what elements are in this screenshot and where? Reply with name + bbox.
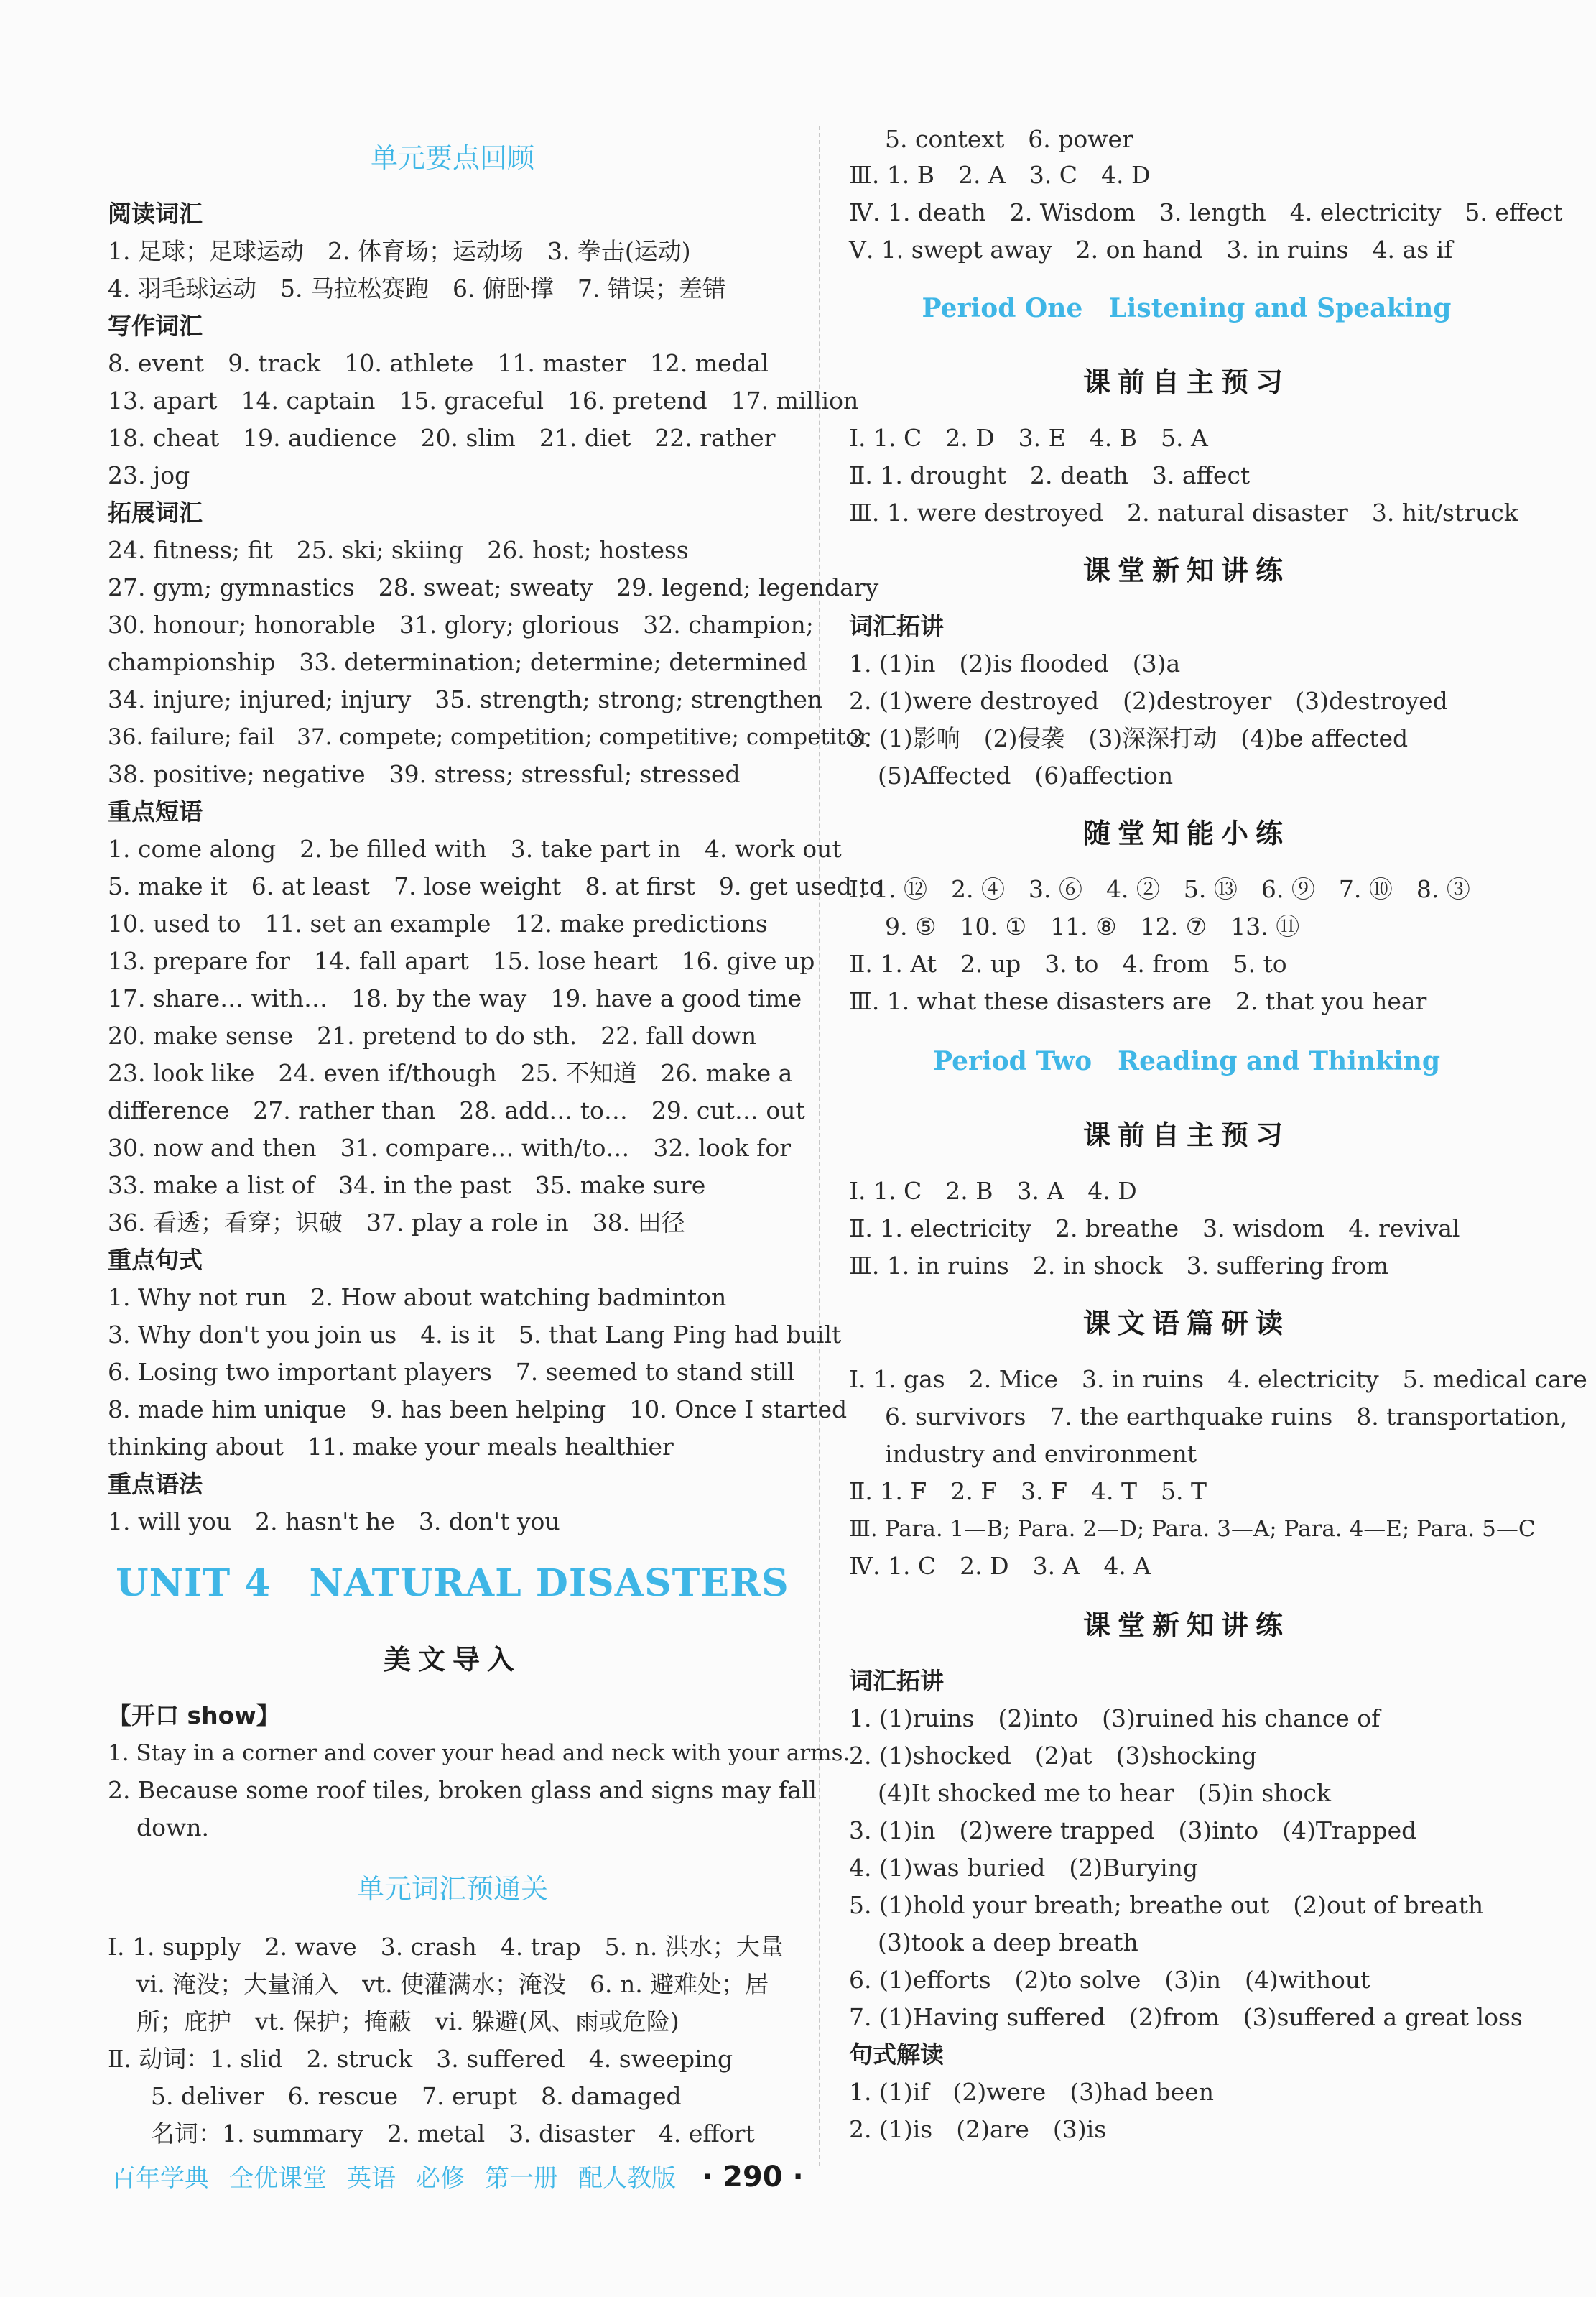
text-line: Ⅱ. 1. drought 2. death 3. affect xyxy=(849,461,1251,489)
text-line: 1. come along 2. be filled with 3. take part in 4. work out xyxy=(108,835,842,863)
text-line: 18. cheat 19. audience 20. slim 21. diet 22. rather xyxy=(108,424,776,452)
text-line: (5)Affected (6)affection xyxy=(878,762,1174,790)
text-line: 3. Why don't you join us 4. is it 5. that Lang Ping had built xyxy=(108,1321,842,1349)
text-line: thinking about 11. make your meals healthier xyxy=(108,1433,674,1461)
text-line: 1. 足球；足球运动 2. 体育场；运动场 3. 拳击(运动) xyxy=(108,237,691,265)
text-line: 5. make it 6. at least 7. lose weight 8. at first 9. get used to xyxy=(108,872,883,900)
text-line: 23. jog xyxy=(108,461,190,489)
text-line: 36. failure; fail 37. compete; competition; competitive; competitor xyxy=(108,724,870,750)
text-line: 1. Stay in a corner and cover your head and neck with your arms. xyxy=(108,1740,850,1766)
text-line: Ⅲ. Para. 1—B; Para. 2—D; Para. 3—A; Para. 4—E; Para. 5—C xyxy=(849,1516,1536,1542)
section-title-preview: 单元词汇预通关 xyxy=(356,1873,548,1905)
text-line: Ⅳ. 1. C 2. D 3. A 4. A xyxy=(849,1552,1151,1580)
text-line: 10. used to 11. set an example 12. make predictions xyxy=(108,910,768,938)
period-subtitle: Reading and Thinking xyxy=(1118,1046,1441,1076)
text-line: Ⅰ. 1. C 2. B 3. A 4. D xyxy=(849,1177,1137,1205)
heading-extended-vocab: 拓展词汇 xyxy=(108,499,203,527)
text-line: Ⅱ. 1. electricity 2. breathe 3. wisdom 4. revival xyxy=(849,1214,1460,1242)
heading-vocab-extension: 词汇拓讲 xyxy=(849,1667,944,1695)
text-line: 1. (1)in (2)is flooded (3)a xyxy=(849,650,1181,678)
text-line: Ⅰ. 1. C 2. D 3. E 4. B 5. A xyxy=(849,424,1208,452)
intro-title: 美文导入 xyxy=(383,1643,521,1676)
p1-class-title: 课堂新知讲练 xyxy=(1082,554,1290,586)
text-line: championship 33. determination; determine; determined xyxy=(108,648,808,676)
p1-practice-title: 随堂知能小练 xyxy=(1082,817,1290,849)
text-line: Ⅲ. 1. B 2. A 3. C 4. D xyxy=(849,161,1151,189)
footer-subject: 英语 xyxy=(347,2164,396,2193)
heading-key-sentences: 重点句式 xyxy=(108,1246,203,1274)
period-subtitle: Listening and Speaking xyxy=(1108,293,1452,323)
text-line: 2. (1)is (2)are (3)is xyxy=(849,2115,1107,2143)
page-footer xyxy=(111,2159,804,2196)
text-line: 6. survivors 7. the earthquake ruins 8. transportation, xyxy=(885,1402,1568,1431)
text-line: down. xyxy=(136,1813,209,1841)
period-label: Period One xyxy=(922,293,1083,323)
text-line: Ⅲ. 1. were destroyed 2. natural disaster 3. hit/struck xyxy=(849,499,1518,527)
text-line: Ⅰ. 1. ⑫ 2. ④ 3. ⑥ 4. ② 5. ⑬ 6. ⑨ 7. ⑩ 8. ③ xyxy=(849,875,1470,903)
text-line: (4)It shocked me to hear (5)in shock xyxy=(878,1779,1331,1807)
text-line: 7. (1)Having suffered (2)from (3)suffered a great loss xyxy=(849,2003,1523,2031)
text-line: Ⅱ. 1. F 2. F 3. F 4. T 5. T xyxy=(849,1477,1207,1505)
text-line: Ⅴ. 1. swept away 2. on hand 3. in ruins 4. as if xyxy=(849,236,1453,264)
text-line: 23. look like 24. even if/though 25. 不知道 26. make a xyxy=(108,1059,793,1087)
text-line: 34. injure; injured; injury 35. strength; strong; strengthen xyxy=(108,685,823,713)
page-number: · 290 · xyxy=(702,2160,804,2194)
text-line: Ⅰ. 1. gas 2. Mice 3. in ruins 4. electricity 5. medical care xyxy=(849,1365,1587,1393)
p2-preview-title: 课前自主预习 xyxy=(1082,1119,1290,1151)
page-number-value: 290 xyxy=(723,2160,783,2194)
text-line: 1. (1)ruins (2)into (3)ruined his chance of xyxy=(849,1704,1381,1732)
text-line: Ⅱ. 动词：1. slid 2. struck 3. suffered 4. sweeping xyxy=(108,2045,733,2073)
text-line: Ⅰ. 1. supply 2. wave 3. crash 4. trap 5. n. 洪水；大量 xyxy=(108,1933,784,1961)
text-line: 8. event 9. track 10. athlete 11. master 12. medal xyxy=(108,349,769,377)
text-line: 6. (1)efforts (2)to solve (3)in (4)without xyxy=(849,1966,1370,1994)
footer-edition: 配人教版 xyxy=(578,2164,676,2193)
text-line: 2. (1)were destroyed (2)destroyer (3)destroyed xyxy=(849,687,1448,715)
text-line: Ⅱ. 1. At 2. up 3. to 4. from 5. to xyxy=(849,950,1287,978)
text-line: Ⅲ. 1. what these disasters are 2. that you hear xyxy=(849,987,1427,1015)
section-title-review: 单元要点回顾 xyxy=(370,142,534,174)
period-two-title xyxy=(849,1043,1524,1079)
text-line: 所；庇护 vt. 保护；掩蔽 vi. 躲避(风、雨或危险) xyxy=(136,2007,679,2035)
text-line: 24. fitness; fit 25. ski; skiing 26. host; hostess xyxy=(108,536,689,564)
footer-volume: 第一册 xyxy=(485,2164,558,2193)
p2-reading-title: 课文语篇研读 xyxy=(1082,1307,1290,1339)
text-line: 36. 看透；看穿；识破 37. play a role in 38. 田径 xyxy=(108,1208,685,1237)
footer-series: 全优课堂 xyxy=(229,2164,327,2193)
text-line: 3. (1)影响 (2)侵袭 (3)深深打动 (4)be affected xyxy=(849,724,1409,752)
text-line: 30. now and then 31. compare… with/to… 32. look for xyxy=(108,1134,792,1162)
text-line: 8. made him unique 9. has been helping 10. Once I started xyxy=(108,1395,848,1423)
text-line: 33. make a list of 34. in the past 35. make sure xyxy=(108,1171,706,1199)
text-line: 5. (1)hold your breath; breathe out (2)out of breath xyxy=(849,1891,1484,1919)
text-line: industry and environment xyxy=(885,1440,1197,1468)
heading-show: 【开口 show】 xyxy=(108,1701,280,1729)
heading-writing-vocab: 写作词汇 xyxy=(108,312,203,340)
text-line: 13. apart 14. captain 15. graceful 16. pretend 17. million xyxy=(108,387,859,415)
text-line: 9. ⑤ 10. ① 11. ⑧ 12. ⑦ 13. ⑪ xyxy=(885,912,1300,940)
text-line: 2. Because some roof tiles, broken glass and signs may fall xyxy=(108,1776,817,1804)
text-line: 27. gym; gymnastics 28. sweat; sweaty 29. legend; legendary xyxy=(108,573,879,601)
text-line: Ⅲ. 1. in ruins 2. in shock 3. suffering from xyxy=(849,1252,1389,1280)
text-line: 1. Why not run 2. How about watching badminton xyxy=(108,1283,727,1311)
text-line: 2. (1)shocked (2)at (3)shocking xyxy=(849,1742,1257,1770)
text-line: difference 27. rather than 28. add… to… 29. cut… out xyxy=(108,1096,805,1124)
text-line: 4. (1)was buried (2)Burying xyxy=(849,1854,1199,1882)
text-line: vi. 淹没；大量涌入 vt. 使灌满水；淹没 6. n. 避难处；居 xyxy=(136,1970,769,1998)
text-line: 1. will you 2. hasn't he 3. don't you xyxy=(108,1507,560,1535)
text-line: 名词：1. summary 2. metal 3. disaster 4. effort xyxy=(151,2120,755,2148)
footer-brand: 百年学典 xyxy=(111,2164,209,2193)
p2-class-title: 课堂新知讲练 xyxy=(1082,1609,1290,1641)
heading-key-grammar: 重点语法 xyxy=(108,1470,203,1498)
text-line: 5. deliver 6. rescue 7. erupt 8. damaged xyxy=(151,2082,682,2110)
text-line: 4. 羽毛球运动 5. 马拉松赛跑 6. 俯卧撑 7. 错误；差错 xyxy=(108,274,726,302)
text-line: 5. context 6. power xyxy=(885,125,1133,153)
text-line: 1. (1)if (2)were (3)had been xyxy=(849,2078,1215,2106)
text-line: 30. honour; honorable 31. glory; glorious 32. champion; xyxy=(108,611,814,639)
heading-key-phrases: 重点短语 xyxy=(108,798,203,826)
text-line: (3)took a deep breath xyxy=(878,1928,1138,1956)
heading-vocab-extension: 词汇拓讲 xyxy=(849,612,944,640)
period-one-title xyxy=(849,290,1524,326)
column-divider xyxy=(819,126,820,2166)
period-label: Period Two xyxy=(932,1046,1092,1076)
heading-sentence-analysis: 句式解读 xyxy=(849,2041,944,2069)
text-line: Ⅳ. 1. death 2. Wisdom 3. length 4. electricity 5. effect xyxy=(849,198,1563,226)
text-line: 13. prepare for 14. fall apart 15. lose heart 16. give up xyxy=(108,947,815,975)
text-line: 17. share… with… 18. by the way 19. have a good time xyxy=(108,984,802,1012)
footer-level: 必修 xyxy=(416,2164,465,2193)
p1-preview-title: 课前自主预习 xyxy=(1082,366,1290,398)
text-line: 20. make sense 21. pretend to do sth. 22. fall down xyxy=(108,1022,757,1050)
text-line: 3. (1)in (2)were trapped (3)into (4)Trapped xyxy=(849,1816,1417,1844)
heading-reading-vocab: 阅读词汇 xyxy=(108,200,203,228)
text-line: 6. Losing two important players 7. seemed to stand still xyxy=(108,1358,795,1386)
unit-title: UNIT 4 NATURAL DISASTERS xyxy=(116,1561,789,1605)
text-line: 38. positive; negative 39. stress; stressful; stressed xyxy=(108,760,741,788)
